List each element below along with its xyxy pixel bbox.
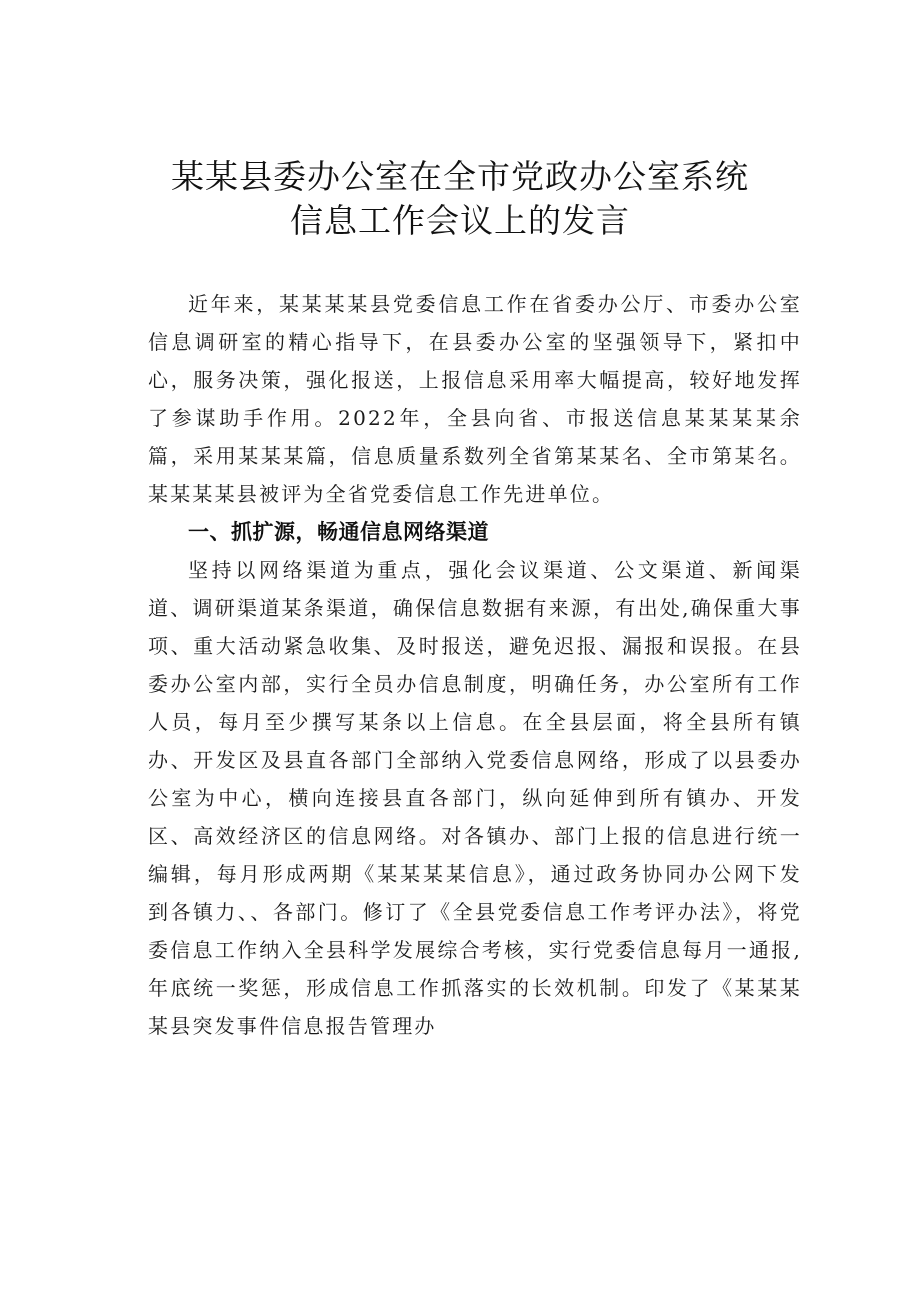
paragraph-intro: 近年来，某某某某县党委信息工作在省委办公厅、市委办公室信息调研室的精心指导下，在县委办公室的坚强领导下，紧扣中心，服务决策，强化报送，上报信息采用率大幅提高，较好地发挥了参谋助手作用。2022年，全县向省、市报送信息某某某某余篇，采用某某某篇，信息质量系数列全省第某某名、全市第某名。某某某某县被评为全省党委信息工作先进单位。 [148,292,802,506]
document-title-line1: 某某县委办公室在全市党政办公室系统 [171,157,749,196]
document-body [148,285,802,1045]
paragraph-section-1: 坚持以网络渠道为重点，强化会议渠道、公文渠道、新闻渠道、调研渠道某条渠道，确保信息数据有来源，有出处,确保重大事项、重大活动紧急收集、及时报送，避免迟报、漏报和误报。在县委办公室内部，实行全员办信息制度，明确任务，办公室所有工作人员，每月至少撰写某条以上信息。在全县层面，将全县所有镇办、开发区及县直各部门全部纳入党委信息网络，形成了以县委办公室为中心，横向连接县直各部门，纵向延伸到所有镇办、开发区、高效经济区的信息网络。对各镇办、部门上报的信息进行统一编辑，每月形成两期《某某某某信息》，通过政务协同办公网下发到各镇力、、各部门。修订了《全县党委信息工作考评办法》，将党委信息工作纳入全县科学发展综合考核，实行党委信息每月一通报,年底统一奖惩，形成信息工作抓落实的长效机制。印发了《某某某某县突发事件信息报告管理办 [148,558,802,1038]
document-title-line2: 信息工作会议上的发言 [290,201,630,240]
section-heading-1: 一、抓扩源，畅通信息网络渠道 [188,520,489,544]
